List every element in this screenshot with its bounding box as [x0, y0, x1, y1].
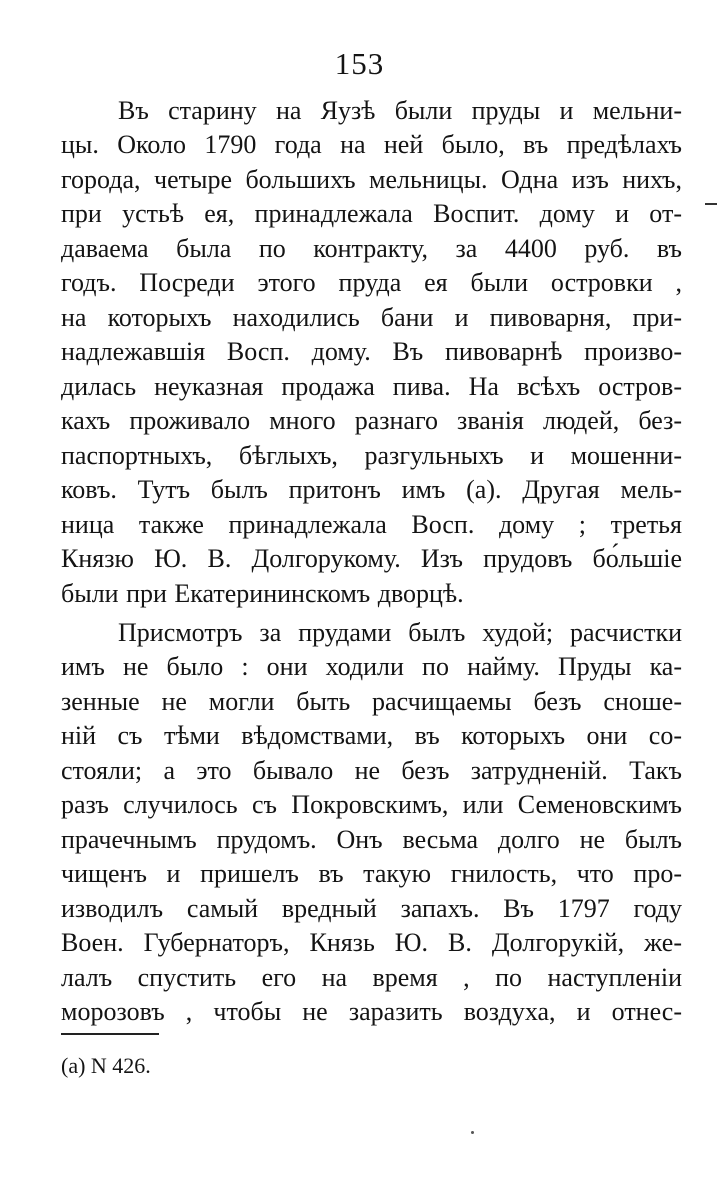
text-line: Присмотръ за прудами былъ худой; расчистки — [118, 618, 682, 647]
text-line: имъ не было : они ходили по найму. Пруды ка- — [61, 652, 682, 681]
text-line: были при Екатерининскомъ дворцѣ. — [61, 579, 464, 608]
text-line: ній съ тѣми вѣдомствами, въ которыхъ они со- — [61, 721, 682, 750]
footnote: (а) N 426. — [61, 1053, 151, 1078]
text-line: города, четыре большихъ мельницы. Одна изъ нихъ, — [61, 165, 682, 194]
text-line: Князю Ю. В. Долгорукому. Изъ прудовъ бо́льшіе — [61, 544, 682, 573]
text-line: дилась неуказная продажа пива. На всѣхъ остров- — [61, 372, 682, 401]
text-line: кахъ проживало много разнаго званія людей, без- — [61, 406, 682, 435]
text-line: паспортныхъ, бѣглыхъ, разгульныхъ и мошенни- — [61, 441, 682, 470]
text-line: на которыхъ находились бани и пивоварня, при- — [61, 303, 682, 332]
text-line: прачечнымъ прудомъ. Онъ весьма долго не былъ — [61, 825, 682, 854]
text-line: даваема была по контракту, за 4400 руб. въ — [61, 234, 682, 263]
footnote-divider — [61, 1033, 159, 1035]
text-line: Въ старину на Яузѣ были пруды и мельни- — [118, 96, 682, 125]
text-line: лалъ спустить его на время , по наступленіи — [61, 963, 682, 992]
text-line: цы. Около 1790 года на ней было, въ предѣлахъ — [61, 130, 682, 159]
text-line: изводилъ самый вредный запахъ. Въ 1797 году — [61, 894, 682, 923]
text-line: ковъ. Тутъ былъ притонъ имъ (а). Другая мель- — [61, 475, 682, 504]
text-line: разъ случилось съ Покровскимъ, или Семеновскимъ — [61, 790, 682, 819]
text-line: чищенъ и пришелъ въ такую гнилость, что про- — [61, 859, 682, 888]
paper-speck — [471, 1131, 474, 1134]
text-line: годъ. Посреди этого пруда ея были островки , — [61, 268, 682, 297]
text-line: при устьѣ ея, принадлежала Воспит. дому и от- — [61, 199, 682, 228]
text-line: стояли; а это бывало не безъ затрудненій. Такъ — [61, 756, 682, 785]
text-line: ница также принадлежала Восп. дому ; третья — [61, 510, 682, 539]
margin-mark — [705, 203, 717, 205]
text-line: морозовъ , чтобы не заразить воздуха, и отнес- — [61, 997, 682, 1026]
text-line: надлежавшія Восп. дому. Въ пивоварнѣ произво- — [61, 337, 682, 366]
page-number: 153 — [334, 46, 385, 81]
text-line: Воен. Губернаторъ, Князь Ю. В. Долгорукій, же- — [61, 928, 682, 957]
text-line: зенные не могли быть расчищаемы безъ сноше- — [61, 687, 682, 716]
